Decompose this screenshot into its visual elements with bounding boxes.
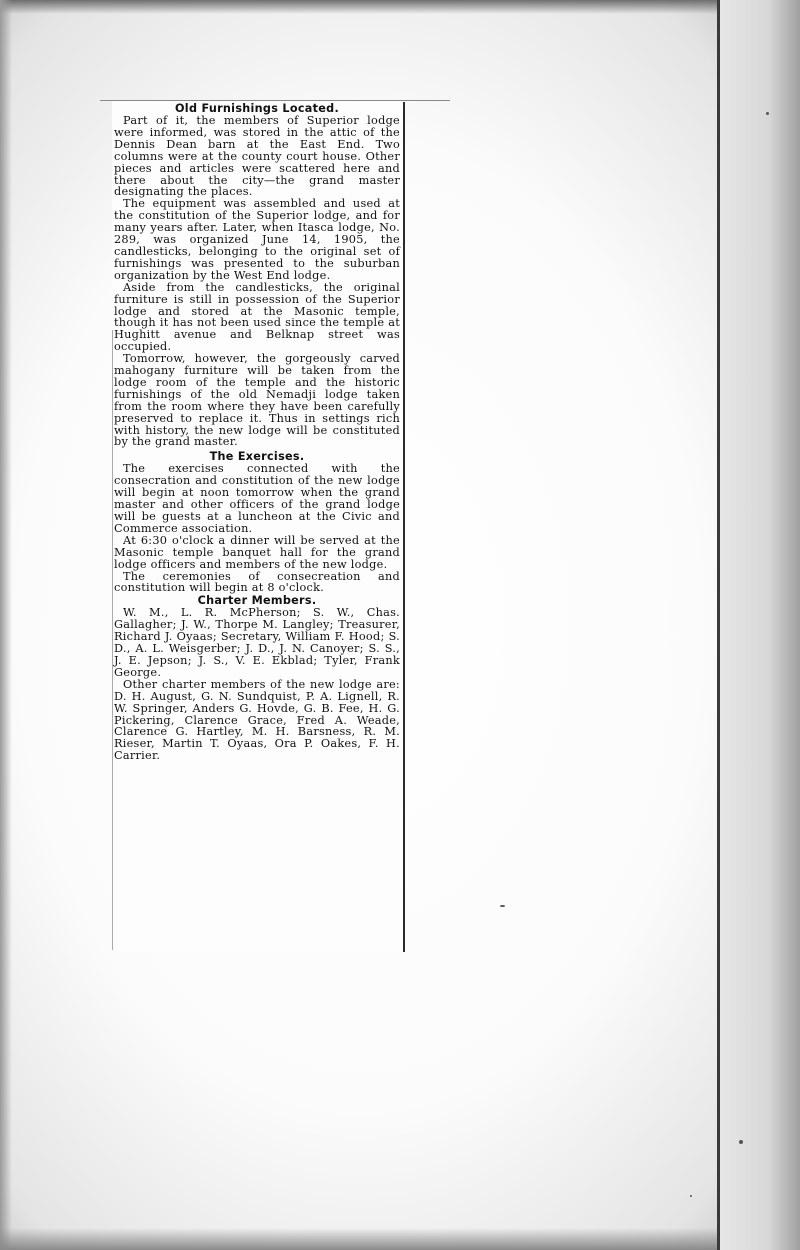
page-edge-bottom [0, 1228, 800, 1250]
paragraph: Other charter members of the new lodge are: D. H. August, G. N. Sundquist, P. A. Lignell, R. W. Springer, Anders G. Hovde, G. B. Fee, H. G. Pickering, Clarence Grace, Fred A. Weade, Clarence G. Hartley, M. H. Barsness, R. M. Rieser, Martin T. Oyaas, Ora P. Oakes, F. H. Carrier. [114, 677, 400, 763]
paragraph: The exercises connected with the consecration and constitution of the new lodge will begin at noon tomorrow when the grand master and other officers of the grand lodge will be guests at a luncheon at the Civic and Commerce association. [114, 462, 400, 535]
clipping-left-edge [112, 330, 113, 950]
section-heading: The Exercises. [209, 450, 305, 464]
scan-speck [500, 905, 505, 907]
page-edge-left [0, 0, 12, 1250]
paragraph: W. M., L. R. McPherson; S. W., Chas. Gallagher; J. W., Thorpe M. Langley; Treasurer, Richard J. Oyaas; Secretary, William F. Hood; S. D., A. L. Weisgerber; J. D., J. N. Canoyer; S. S., J. E. Jepson; J. S., V. E. Ekblad; Tyler, Frank George. [114, 606, 400, 679]
paragraph: Tomorrow, however, the gorgeously carved mahogany furniture will be taken from the lodge room of the temple and the historic furnishings of the old Nemadji lodge taken from the room where they have been carefully preserved to replace it. Thus in settings rich with history, the new lodge will be constituted by the grand master. [114, 352, 400, 449]
paragraph: Part of it, the members of Superior lodge were informed, was stored in the attic of the Dennis Dean barn at the East End. Two columns were at the county court house. Other pieces and articles were scattered here and there about the city—the grand master designating the places. [114, 114, 400, 199]
section-heading: Old Furnishings Located. [175, 102, 339, 115]
page-edge-top [0, 0, 800, 14]
page-fold-line [717, 0, 720, 1250]
paragraph: At 6:30 o'clock a dinner will be served at the Masonic temple banquet hall for the grand lodge officers and members of the new lodge. [114, 533, 400, 571]
column-rule [403, 102, 405, 952]
scan-speck [766, 112, 769, 115]
section-heading: Charter Members. [197, 594, 317, 608]
paragraph: The equipment was assembled and used at the constitution of the Superior lodge, and for many years after. Later, when Itasca lodge, No. 289, was organized June 14, 1905, the candlesticks, belonging to the original set of furnishings was presented to the suburban organization by the West End lodge. [114, 197, 400, 282]
article-column [114, 102, 400, 762]
clipping-top-rule [100, 100, 450, 101]
page-margin-strip [720, 0, 800, 1250]
paragraph: Aside from the candlesticks, the original furniture is still in possession of the Superior lodge and stored at the Masonic temple, though it has not been used since the temple at Hughitt avenue and Belknap street was occupied. [114, 280, 400, 354]
scan-speck [739, 1140, 743, 1144]
paragraph: The ceremonies of consecreation and constitution will begin at 8 o'clock. [114, 569, 400, 595]
scan-speck [690, 1195, 692, 1197]
